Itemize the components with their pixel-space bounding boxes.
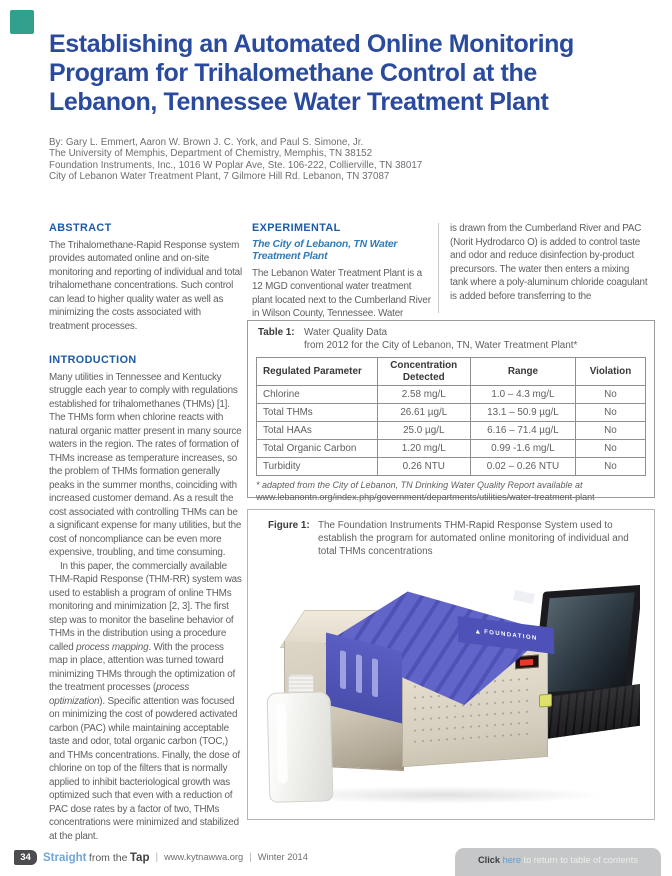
toc-return-badge[interactable] [455, 848, 661, 876]
cell-range: 6.16 – 71.4 µg/L [470, 422, 575, 440]
experimental-text-col2: The Lebanon Water Treatment Plant is a 12 MGD conventional water treatment plant located next to the Cumberland River in Wilson County, Tennessee. Water [252, 267, 431, 320]
table1-label: Table 1: [258, 327, 295, 338]
cell-parameter: Turbidity [257, 458, 378, 476]
cell-violation: No [575, 404, 645, 422]
experimental-heading: EXPERIMENTAL [252, 222, 341, 234]
cell-parameter: Total HAAs [257, 422, 378, 440]
footnote-url: www.lebanontn.org/index.php/government/departments/utilities/water-treatment-plant [256, 491, 595, 502]
table-row [257, 458, 646, 476]
table-row [257, 404, 646, 422]
cell-concentration: 26.61 µg/L [377, 404, 470, 422]
abstract-heading: ABSTRACT [49, 222, 112, 234]
cell-concentration: 2.58 mg/L [377, 386, 470, 404]
introduction-para2: In this paper, the commercially available THM-Rapid Response (THM-RR) system was used to establish a program of online THMs monitoring and minimization [2, 3]. The first step was to monitor the baseline behavior of THMs in the distribution using a procedure called process mapping. With the process map in place, attention was turned toward minimizing THMs through the optimization of the treatment processes (process optimization). Specific attention was focused on minimizing the cost of powdered activated carbon (PAC) while maintaining acceptable taste and odor, total organic carbon (TOC,) and THMs concentrations. Finally, the dose of chlorine on top of the filters that is normally applied to inhibit bacteriological growth was optimized such that even with a reduction of PAC dose rates by a factor of two, THMs concentrations were minimized and stabilized at the plant. [49, 560, 242, 842]
cell-violation: No [575, 458, 645, 476]
table1-box [247, 320, 655, 502]
panel-power-button [539, 694, 552, 708]
byline: By: Gary L. Emmert, Aaron W. Brown J. C. York, and Paul S. Simone, Jr. [49, 137, 364, 148]
lid-label-sticker [513, 590, 535, 604]
abstract-body: The Trihalomethane-Rapid Response system provides automated online and on-site monitoring and reporting of individual and total trihalomethane concentrations. Such control can lead to higher quality water as well as minimizing the costs associated with treatment processes. [49, 239, 242, 332]
cell-concentration: 0.26 NTU [377, 458, 470, 476]
toc-click-text: Click [478, 855, 501, 865]
introduction-para1: Many utilities in Tennessee and Kentucky struggle each year to comply with regulations established for trihalomethanes (THMs) [1]. The THMs form when chlorine reacts with natural organic matter present in many source waters in the region. The rates of formation of THMs increase as temperature increases, so the problem of THMs formation generally peaks in the summer months, coinciding with increased customer demand. As a result the cost associated with controlling THMs can be a significant expense for many utilities, but the cost of noncompliance can be even more expensive, troubling, and time consuming. [49, 371, 242, 558]
corner-accent-square [10, 10, 34, 34]
magazine-name: Straight from the Tap [43, 852, 150, 864]
instrument-photo [262, 562, 640, 810]
footer-separator: | [155, 851, 159, 863]
cell-parameter: Chlorine [257, 386, 378, 404]
cell-range: 13.1 – 50.9 µg/L [470, 404, 575, 422]
table1-footnote: * adapted from the City of Lebanon, TN Drinking Water Quality Report available at www.lebanontn.org/index.php/government/departments/utilities/water-treatment-plant [256, 480, 595, 502]
affiliation-3: City of Lebanon Water Treatment Plant, 7 Gilmore Hill Rd. Lebanon, TN 37087 [49, 171, 390, 183]
lid-vent-slot [356, 654, 362, 693]
cell-range: 0.99 -1.6 mg/L [470, 440, 575, 458]
water-jug [267, 691, 334, 803]
lid-vent-slot [372, 658, 378, 697]
experimental-text-col3: is drawn from the Cumberland River and PAC (Norit Hydrodarco O) is added to control taste and odor and reduce disinfection by-product precursors. The water then enters a mixing tank where a poly-aluminum chloride coagulant is added before transferring to the [450, 223, 648, 302]
footer-issue: Winter 2014 [257, 852, 308, 862]
cell-range: 1.0 – 4.3 mg/L [470, 386, 575, 404]
table-row [257, 440, 646, 458]
table-row [257, 422, 646, 440]
water-quality-table [256, 357, 646, 476]
article-title: Establishing an Automated Online Monitoring Program for Trihalomethane Control at the Lebanon, Tennessee Water Treatment Plant [49, 30, 574, 116]
table1-title [256, 327, 646, 352]
figure1-box [247, 509, 655, 820]
cell-violation: No [575, 440, 645, 458]
footer-website-link[interactable]: www.kytnawwa.org [164, 852, 244, 862]
page-number-badge: 34 [14, 850, 37, 865]
column-divider-rule [438, 223, 439, 313]
column-middle [252, 222, 434, 321]
col-header-violation: Violation [575, 358, 645, 386]
column-left [49, 222, 243, 843]
italic-process-optimization: process optimization [49, 682, 190, 707]
lid-vent-slot [340, 650, 346, 689]
column-right [450, 222, 648, 303]
cell-violation: No [575, 386, 645, 404]
toc-rest-text: to return to table of contents [523, 855, 638, 865]
cell-parameter: Total Organic Carbon [257, 440, 378, 458]
affiliation-2: Foundation Instruments, Inc., 1016 W Poplar Ave, Ste. 106-222, Collierville, TN 38017 [49, 159, 423, 171]
experimental-subheading: The City of Lebanon, TN Water Treatment Plant [252, 238, 398, 263]
cell-parameter: Total THMs [257, 404, 378, 422]
byline-block [49, 137, 609, 183]
figure1-label: Figure 1: [268, 520, 310, 531]
affiliation-1: The University of Memphis, Department of Chemistry, Memphis, TN 38152 [49, 148, 373, 160]
footer-separator: | [249, 851, 252, 863]
table1-title-line2: from 2012 for the City of Lebanon, TN, Water Treatment Plant* [304, 339, 578, 351]
foundation-brand-text: FOUNDATION [484, 629, 538, 642]
cell-violation: No [575, 422, 645, 440]
col-header-range: Range [470, 358, 575, 386]
footer [14, 849, 308, 865]
col-header-parameter: Regulated Parameter [257, 358, 378, 386]
table-row [257, 386, 646, 404]
cell-range: 0.02 – 0.26 NTU [470, 458, 575, 476]
table-header-row [257, 358, 646, 386]
italic-process-mapping: process mapping [76, 641, 149, 653]
col-header-concentration: Concentration Detected [377, 358, 470, 386]
toc-here-link[interactable]: here [502, 855, 521, 865]
foundation-logo-icon: ▲ [474, 627, 482, 636]
cell-concentration: 25.0 µg/L [377, 422, 470, 440]
cell-concentration: 1.20 mg/L [377, 440, 470, 458]
table1-title-line1: Water Quality Data [304, 327, 388, 338]
figure1-caption: Figure 1: The Foundation Instruments THM-Rapid Response System used to establish the program for automated online monitoring of individual and total THMs concentrations [268, 520, 629, 557]
jug-highlight [276, 703, 288, 783]
introduction-heading: INTRODUCTION [49, 354, 137, 366]
led-digits [520, 659, 533, 666]
